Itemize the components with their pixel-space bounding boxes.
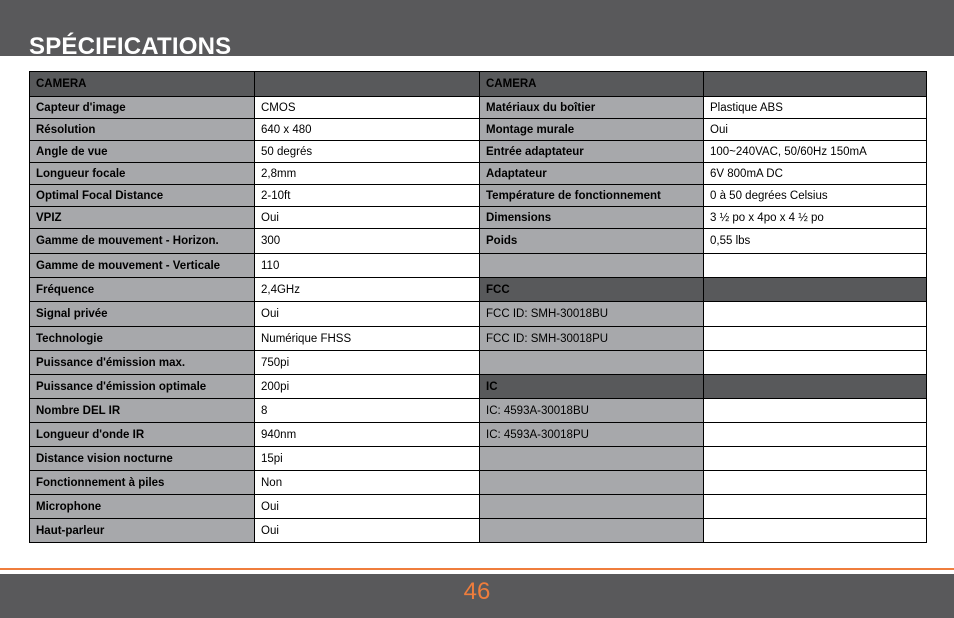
spec-value: 2,4GHz [255, 278, 480, 302]
spec-label: Haut-parleur [30, 519, 255, 543]
table-row [30, 185, 927, 207]
empty-cell [704, 519, 927, 543]
spec-value: 0 à 50 degrées Celsius [704, 185, 927, 207]
empty-cell [480, 351, 704, 375]
table-row [30, 471, 927, 495]
spec-value: 8 [255, 399, 480, 423]
ic-id: IC: 4593A-30018BU [480, 399, 704, 423]
spec-label: Microphone [30, 495, 255, 519]
empty-cell [704, 495, 927, 519]
fcc-id: FCC ID: SMH-30018BU [480, 302, 704, 327]
spec-label: Fréquence [30, 278, 255, 302]
header-blank [704, 72, 927, 97]
table-row [30, 278, 927, 302]
empty-cell [480, 471, 704, 495]
spec-value: 0,55 lbs [704, 229, 927, 254]
spec-label: Gamme de mouvement - Horizon. [30, 229, 255, 254]
spec-value: Numérique FHSS [255, 327, 480, 351]
spec-value: 940nm [255, 423, 480, 447]
empty-cell [704, 471, 927, 495]
spec-label: Capteur d'image [30, 97, 255, 119]
table-row [30, 254, 927, 278]
spec-value: Oui [704, 119, 927, 141]
spec-value: 2-10ft [255, 185, 480, 207]
section-blank [704, 278, 927, 302]
spec-value: 3 ½ po x 4po x 4 ½ po [704, 207, 927, 229]
table-row [30, 351, 927, 375]
table-row [30, 141, 927, 163]
spec-label: Signal privée [30, 302, 255, 327]
spec-label: Gamme de mouvement - Verticale [30, 254, 255, 278]
page-number: 46 [463, 578, 491, 605]
empty-cell [480, 447, 704, 471]
empty-cell [480, 495, 704, 519]
spec-label: Température de fonctionnement [480, 185, 704, 207]
table-header-row [30, 72, 927, 97]
camera-header-right: CAMERA [480, 72, 704, 97]
spec-label: Angle de vue [30, 141, 255, 163]
ic-id: IC: 4593A-30018PU [480, 423, 704, 447]
spec-label: VPIZ [30, 207, 255, 229]
table-row [30, 447, 927, 471]
table-row [30, 97, 927, 119]
spec-value: Plastique ABS [704, 97, 927, 119]
table-row [30, 519, 927, 543]
spec-label: Fonctionnement à piles [30, 471, 255, 495]
table-row [30, 399, 927, 423]
spec-value: Oui [255, 519, 480, 543]
spec-value: 6V 800mA DC [704, 163, 927, 185]
spec-label: Longueur d'onde IR [30, 423, 255, 447]
fcc-id: FCC ID: SMH-30018PU [480, 327, 704, 351]
footer-accent-line [0, 568, 954, 570]
header-blank [255, 72, 480, 97]
empty-cell [704, 254, 927, 278]
spec-value: 100~240VAC, 50/60Hz 150mA [704, 141, 927, 163]
empty-cell [480, 519, 704, 543]
ic-section-header: IC [480, 375, 704, 399]
spec-value: 50 degrés [255, 141, 480, 163]
spec-value: 110 [255, 254, 480, 278]
spec-label: Puissance d'émission max. [30, 351, 255, 375]
spec-label: Dimensions [480, 207, 704, 229]
spec-label: Longueur focale [30, 163, 255, 185]
fcc-section-header: FCC [480, 278, 704, 302]
spec-label: Entrée adaptateur [480, 141, 704, 163]
empty-cell [704, 302, 927, 327]
empty-cell [704, 399, 927, 423]
spec-value: Oui [255, 302, 480, 327]
spec-label: Technologie [30, 327, 255, 351]
spec-value: Oui [255, 495, 480, 519]
spec-value: Non [255, 471, 480, 495]
table-row [30, 495, 927, 519]
table-row [30, 163, 927, 185]
spec-label: Adaptateur [480, 163, 704, 185]
spec-value: CMOS [255, 97, 480, 119]
spec-value: 2,8mm [255, 163, 480, 185]
table-row [30, 375, 927, 399]
spec-label: Montage murale [480, 119, 704, 141]
empty-cell [704, 423, 927, 447]
table-row [30, 207, 927, 229]
spec-label: Poids [480, 229, 704, 254]
empty-cell [704, 351, 927, 375]
spec-value: 15pi [255, 447, 480, 471]
camera-header-left: CAMERA [30, 72, 255, 97]
table-row [30, 119, 927, 141]
page-title: SPÉCIFICATIONS [29, 33, 232, 60]
empty-cell [704, 327, 927, 351]
spec-label: Nombre DEL IR [30, 399, 255, 423]
section-blank [704, 375, 927, 399]
empty-cell [704, 447, 927, 471]
spec-value: Oui [255, 207, 480, 229]
spec-label: Matériaux du boîtier [480, 97, 704, 119]
spec-label: Puissance d'émission optimale [30, 375, 255, 399]
spec-label: Résolution [30, 119, 255, 141]
table-row [30, 302, 927, 327]
spec-value: 200pi [255, 375, 480, 399]
spec-value: 300 [255, 229, 480, 254]
table-row [30, 229, 927, 254]
spec-label: Optimal Focal Distance [30, 185, 255, 207]
spec-value: 640 x 480 [255, 119, 480, 141]
table-row [30, 423, 927, 447]
spec-label: Distance vision nocturne [30, 447, 255, 471]
spec-table [29, 71, 927, 543]
table-row [30, 327, 927, 351]
empty-cell [480, 254, 704, 278]
spec-value: 750pi [255, 351, 480, 375]
